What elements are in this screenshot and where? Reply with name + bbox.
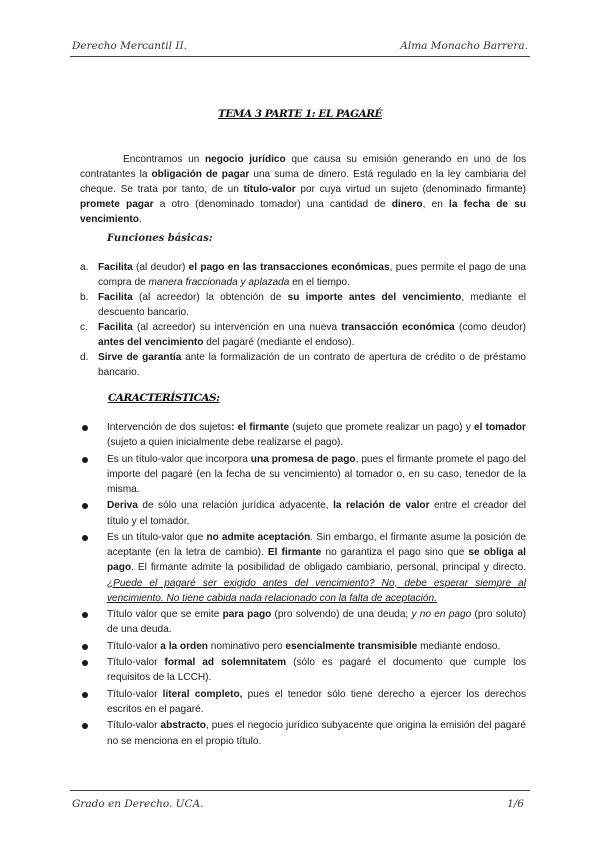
header-rule bbox=[70, 56, 530, 57]
list-item: Título-valor literal completo, pues el tenedor sólo tiene derecho a ejercer los derechos escritos en el pagaré. bbox=[80, 687, 526, 717]
list-item: Título-valor abstracto, pues el negocio jurídico subyacente que origina la emisión del pagaré no se menciona en el propio título. bbox=[80, 718, 526, 748]
page-number: 1/6 bbox=[507, 798, 524, 810]
functions-list bbox=[80, 260, 526, 380]
bullet-icon bbox=[82, 425, 88, 431]
bullet-icon bbox=[82, 660, 88, 666]
list-item: Intervención de dos sujetos: el firmante (sujeto que promete realizar un pago) y el tomador (sujeto a quien inicialmente debe realizarse el pago). bbox=[80, 420, 526, 450]
page-title: TEMA 3 PARTE 1: EL PAGARÉ bbox=[218, 108, 382, 120]
footer-rule bbox=[70, 790, 530, 791]
intro-paragraph: Encontramos un negocio jurídico que causa su emisión generando en uno de los contratantes la obligación de pagar una suma de dinero. Está regulado en la ley cambiaria del cheque. Se trata por tanto, de un título-valor por cuya virtud un sujeto (denominado firmante) promete pagar a otro (denominado tomador) una cantidad de dinero, en la fecha de su vencimiento. bbox=[80, 154, 527, 226]
bullet-icon bbox=[82, 535, 88, 541]
header-right: Alma Monacho Barrera. bbox=[400, 40, 528, 52]
list-item: c. Facilita (al acreedor) su intervención en una nueva transacción económica (como deudor) antes del vencimiento del pagaré (mediante el endoso). bbox=[80, 322, 526, 348]
bullet-icon bbox=[82, 457, 88, 463]
bullet-icon bbox=[82, 612, 88, 618]
header-left: Derecho Mercantil II. bbox=[72, 40, 187, 52]
characteristics-heading: CARACTERÍSTICAS: bbox=[108, 392, 220, 404]
list-item: Es un título-valor que no admite aceptación. Sin embargo, el firmante asume la posición de aceptante (en la letra de cambio). El firmante no garantiza el pago sino que se obliga al pago. El firmante admite la posibilidad de obligado cambiario, personal, principal y directo. ¿Puede el pagaré ser exigido antes del vencimiento? No, debe esperar siempre al vencimiento. No tiene cabida nada relacionado con la falta de aceptación. bbox=[80, 530, 526, 606]
list-item: Título-valor formal ad solemnitatem (sólo es pagaré el documento que cumple los requisitos de la LCCH). bbox=[80, 655, 526, 685]
list-item: a. Facilita (al deudor) el pago en las transacciones económicas, pues permite el pago de una compra de manera fraccionada y aplazada en el tiempo. bbox=[80, 262, 527, 288]
bullet-icon bbox=[82, 692, 88, 698]
list-item: b. Facilita (al acreedor) la obtención de su importe antes del vencimiento, mediante el descuento bancario. bbox=[80, 292, 527, 318]
list-item: Es un título-valor que incorpora una promesa de pago, pues el firmante promete el pago del importe del pagaré (en la fecha de su vencimiento) al tomador o, en su caso, tenedor de la misma. bbox=[80, 452, 526, 498]
bullet-icon bbox=[82, 503, 88, 509]
list-item: Deriva de sólo una relación jurídica adyacente, la relación de valor entre el creador del título y el tomador. bbox=[80, 498, 526, 528]
list-item: d. Sirve de garantía ante la formalización de un contrato de apertura de crédito o de préstamo bancario. bbox=[80, 352, 526, 378]
list-item: Título-valor a la orden nominativo pero esencialmente transmisible mediante endoso. bbox=[80, 639, 526, 654]
bullet-icon bbox=[82, 644, 88, 650]
functions-heading: Funciones básicas: bbox=[107, 233, 213, 244]
list-item: Título valor que se emite para pago (pro solvendo) de una deuda; y no en pago (pro soluto) de una deuda. bbox=[80, 607, 526, 637]
bullet-icon bbox=[82, 723, 88, 729]
footer-left: Grado en Derecho. UCA. bbox=[72, 798, 204, 810]
characteristics-list bbox=[80, 420, 526, 750]
